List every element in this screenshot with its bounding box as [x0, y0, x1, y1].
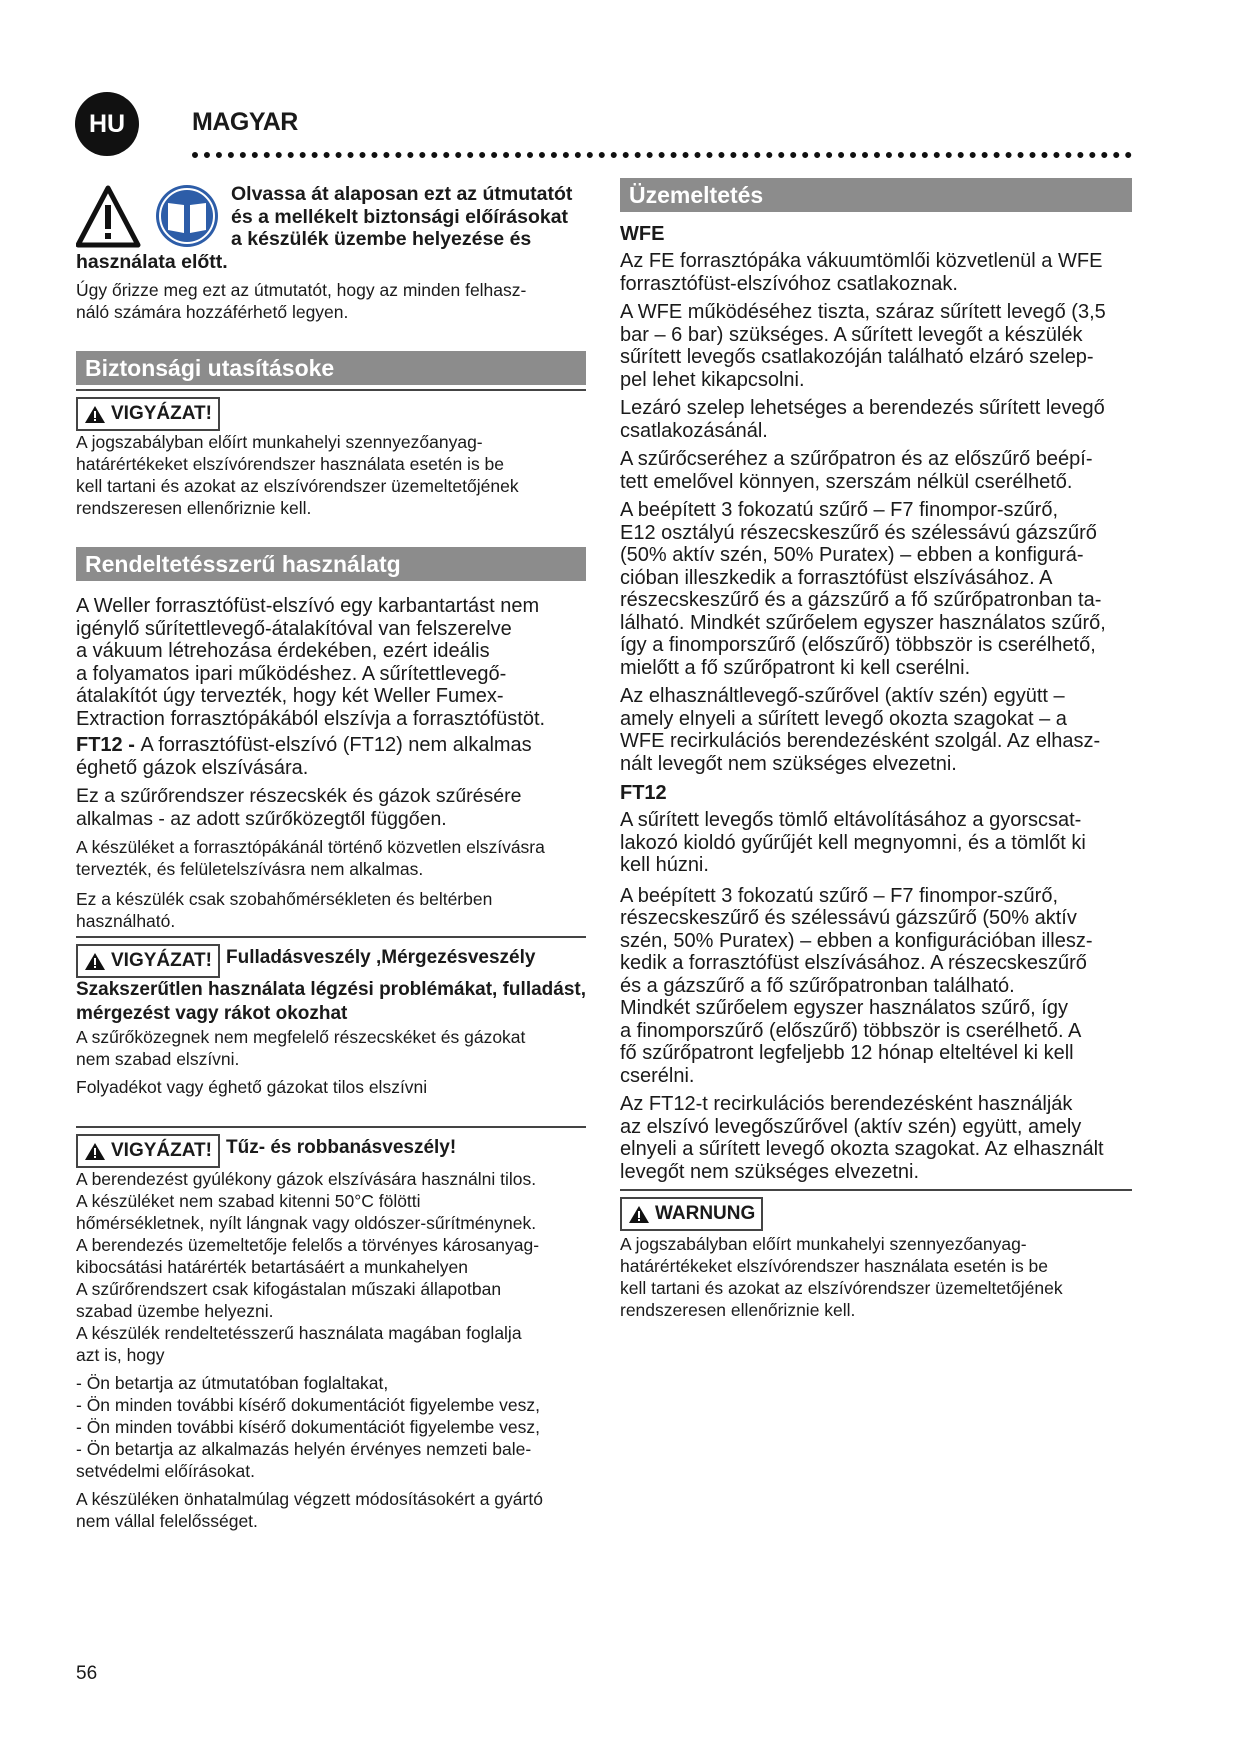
ft12-note	[76, 734, 586, 757]
operation-text: WFE recirkulációs berendezésként szolgál. Az elhasz-	[620, 730, 1101, 752]
operation-text: cióban illeszkedik a forrasztófüst elszívásához. A	[620, 566, 1053, 589]
operation-text: és a gázszűrő a fő szűrőpatronban található.	[620, 974, 1015, 997]
operation-text: bar – 6 bar) szükséges. A sűrített levegőt a készülék	[620, 323, 1083, 346]
intended-use-text: A Weller forrasztófüst-elszívó egy karbantartást nem	[76, 595, 540, 617]
warning-label-box	[76, 397, 220, 431]
warning-icon	[84, 952, 106, 971]
operation-text: A WFE működéséhez tiszta, száraz sűrített levegő (3,5	[620, 301, 1106, 323]
warning-text: szabad üzembe helyezni.	[76, 1301, 274, 1321]
operation-warning-row	[620, 1189, 1132, 1229]
operation-text: lakozó kioldó gyűrűjét kell megnyomni, és a tömlőt ki	[620, 831, 1086, 854]
bullet-item: - Ön minden további kísérő dokumentációt figyelembe vesz,	[76, 1417, 540, 1437]
operation-text: fő szűrőpatront legfeljebb 12 hónap elteltével ki kell	[620, 1042, 1074, 1064]
subsection-title-ft12: FT12	[620, 782, 667, 804]
warning-label: WARNUNG	[655, 1203, 756, 1224]
warning-hazard-title: Fulladásveszély ,Mérgezésveszély	[226, 947, 536, 968]
intro-note: Úgy őrizze meg ezt az útmutatót, hogy az minden felhasz-	[76, 280, 527, 300]
warning-text: azt is, hogy	[76, 1345, 165, 1365]
ft12-text: éghető gázok elszívására.	[76, 756, 309, 779]
operation-text: csatlakozásánál.	[620, 419, 768, 442]
warning-text: kibocsátási határérték betartásáért a munkahelyen	[76, 1257, 469, 1277]
bullet-item: setvédelmi előírásokat.	[76, 1461, 255, 1481]
operation-text: amely elnyeli a sűrített levegő okozta szagokat – a	[620, 707, 1067, 730]
warning-text: A berendezést gyúlékony gázok elszívására használni tilos.	[76, 1169, 537, 1189]
intended-use-text: a vákuum létrehozása érdekében, ezért ideális	[76, 640, 490, 662]
warning-bold-text: Szakszerűtlen használata légzési problémákat, fulladást,	[76, 979, 587, 1000]
operation-text: Mindkét szűrőelem egyszer használatos szűrő, így	[620, 997, 1068, 1019]
warning-label: VIGYÁZAT!	[111, 403, 212, 424]
operation-text: kell húzni.	[620, 854, 709, 876]
intro-note: náló számára hozzáférhető legyen.	[76, 302, 349, 322]
warning-text: A szűrőközegnek nem megfelelő részecskéket és gázokat	[76, 1027, 526, 1047]
safety-text: A jogszabályban előírt munkahelyi szennyezőanyag-	[76, 432, 483, 452]
warning-icon	[84, 405, 106, 424]
intended-use-text: alkalmas - az adott szűrőközegtől függően.	[76, 807, 447, 830]
warning-text: rendszeresen ellenőriznie kell.	[620, 1300, 856, 1320]
intro-bold-line: Olvassa át alaposan ezt az útmutatót	[231, 183, 573, 205]
operation-text: szén, 50% Puratex) – ebben a konfigurációban illesz-	[620, 929, 1093, 952]
bullet-item: - Ön minden további kísérő dokumentációt figyelembe vesz,	[76, 1395, 540, 1415]
bullet-item: - Ön betartja az útmutatóban foglaltakat,	[76, 1373, 389, 1393]
operation-text: (50% aktív szén, 50% Puratex) – ebben a konfigurá-	[620, 544, 1084, 566]
warning-icon	[84, 1142, 106, 1161]
operation-text: Az elhasználtlevegő-szűrővel (aktív szén) együtt –	[620, 685, 1065, 707]
intended-use-text: használható.	[76, 911, 176, 931]
safety-text: határértékeket elszívórendszer használata esetén is be	[76, 454, 505, 474]
fire-warning-row	[76, 1126, 586, 1166]
read-manual-icon	[156, 185, 218, 247]
warning-text: hőmérsékletnek, nyílt lángnak vagy oldószer-sűrítménynek.	[76, 1213, 537, 1233]
operation-text: A beépített 3 fokozatú szűrő – F7 finompor-szűrő,	[620, 499, 1059, 521]
operation-text: tett emelővel könnyen, szerszám nélkül cserélhető.	[620, 470, 1073, 493]
operation-text: E12 osztályú részecskeszűrő és szélessávú gázszűrő	[620, 521, 1097, 544]
warning-text: A készüléket nem szabad kitenni 50°C fölötti	[76, 1191, 421, 1211]
disclaimer-text: A készüléken önhatalmúlag végzett módosításokért a gyártó	[76, 1489, 543, 1509]
page-number: 56	[76, 1663, 98, 1684]
warning-label-box	[76, 1134, 220, 1168]
section-title-intended-use: Rendeltetésszerű használatg	[76, 547, 586, 581]
warning-text: kell tartani és azokat az elszívórendszer üzemeltetőjének	[620, 1278, 1063, 1298]
disclaimer-text: nem vállal felelősséget.	[76, 1511, 258, 1531]
intro-bold-line: és a mellékelt biztonsági előírásokat	[231, 205, 569, 228]
operation-text: mielőtt a fő szűrőpatront ki kell cserélni.	[620, 656, 971, 679]
intended-use-text: tervezték, és felületelszívásra nem alkalmas.	[76, 859, 424, 879]
right-column	[620, 178, 1132, 1321]
language-title: MAGYAR	[192, 108, 298, 136]
ft12-text: A forrasztófüst-elszívó (FT12) nem alkalmas	[140, 734, 532, 756]
warning-hazard-title: Tűz- és robbanásveszély!	[226, 1137, 457, 1158]
bullet-item: - Ön betartja az alkalmazás helyén érvényes nemzeti bale-	[76, 1439, 532, 1459]
intended-use-text: A készüléket a forrasztópákánál történő közvetlen elszívásra	[76, 837, 545, 857]
intended-use-text: a folyamatos ipari működéshez. A sűrítettlevegő-	[76, 662, 507, 685]
operation-text: a finomporszűrő (előszűrő) többször is cserélhető. A	[620, 1019, 1082, 1042]
operation-text: A beépített 3 fokozatú szűrő – F7 finompor-szűrő,	[620, 884, 1059, 907]
operation-text: kedik a forrasztófüst elszívásához. A részecskeszűrő	[620, 952, 1087, 974]
warning-label-box	[620, 1197, 763, 1231]
warning-icon	[628, 1205, 650, 1224]
operation-text: A szűrőcseréhez a szűrőpatron és az előszűrő beépí-	[620, 448, 1093, 470]
safety-text: kell tartani és azokat az elszívórendszer üzemeltetőjének	[76, 476, 519, 496]
operation-text: Lezáró szelep lehetséges a berendezés sűrített levegő	[620, 397, 1105, 419]
operation-text: nált levegőt nem szükséges elvezetni.	[620, 752, 957, 775]
intro-bold-line: a készülék üzembe helyezése és	[231, 228, 532, 250]
operation-text: így a finomporszűrő (előszűrő) többször is cserélhető,	[620, 634, 1096, 656]
ft12-prefix: FT12 -	[76, 734, 141, 756]
warning-text: határértékeket elszívórendszer használata esetén is be	[620, 1256, 1049, 1276]
operation-text: részecskeszűrő és szélessávú gázszűrő (50% aktív	[620, 907, 1077, 929]
operation-text: cserélni.	[620, 1064, 695, 1087]
warning-bold-text: mérgezést vagy rákot okozhat	[76, 1003, 348, 1024]
dotted-divider	[192, 144, 1132, 158]
warning-and-manual-icons	[76, 183, 228, 253]
warning-text: A berendezés üzemeltetője felelős a törvényes károsanyag-	[76, 1235, 540, 1255]
operation-text: A sűrített levegős tömlő eltávolításához a gyorscsat-	[620, 809, 1082, 831]
operation-text: elnyeli a sűrített levegő okozta szagokat. Az elhasznált	[620, 1138, 1104, 1160]
intended-use-text: igénylő sűrítettlevegő-átalakítóval van felszerelve	[76, 617, 512, 640]
operation-text: pel lehet kikapcsolni.	[620, 368, 805, 391]
warning-triangle-icon	[78, 188, 138, 245]
left-column	[76, 183, 586, 1532]
operation-text: forrasztófüst-elszívóhoz csatlakoznak.	[620, 272, 958, 295]
operation-text: részecskeszűrő és a gázszűrő a fő szűrőpatronban ta-	[620, 589, 1102, 611]
warning-text: nem szabad elszívni.	[76, 1049, 240, 1069]
operation-text: Az FT12-t recirkulációs berendezésként használják	[620, 1093, 1073, 1115]
operation-text: Az FE forrasztópáka vákuumtömlői közvetlenül a WFE	[620, 250, 1103, 272]
warning-text: A szűrőrendszert csak kifogástalan műszaki állapotban	[76, 1279, 502, 1299]
section-title-operation: Üzemeltetés	[620, 178, 1132, 212]
operation-text: lálható. Mindkét szűrőelem egyszer használatos szűrő,	[620, 611, 1106, 634]
intro-bold-line: használata előtt.	[76, 250, 228, 273]
operation-text: sűrített levegős csatlakozóján található elzáró szelep-	[620, 346, 1094, 368]
intro-block	[76, 183, 586, 323]
intended-use-text: Ez a készülék csak szobahőmérsékleten és beltérben	[76, 889, 493, 909]
intended-use-text: Ez a szűrőrendszer részecskék és gázok szűrésére	[76, 785, 522, 807]
warning-text: A készülék rendeltetésszerű használata magában foglalja	[76, 1323, 522, 1343]
asphyxiation-warning-row	[76, 936, 586, 976]
section-title-safety: Biztonsági utasításoke	[76, 351, 586, 385]
intended-use-text: átalakítót úgy tervezték, hogy két Weller Fumex-	[76, 685, 504, 707]
safety-warning-row	[76, 389, 586, 429]
subsection-title-wfe: WFE	[620, 223, 665, 245]
warning-label-box	[76, 944, 220, 978]
language-badge: HU	[75, 92, 139, 156]
warning-label: VIGYÁZAT!	[111, 1140, 212, 1161]
intended-use-text: Extraction forrasztópákából elszívja a forrasztófüstöt.	[76, 707, 546, 730]
safety-text: rendszeresen ellenőriznie kell.	[76, 498, 312, 518]
warning-text: A jogszabályban előírt munkahelyi szennyezőanyag-	[620, 1234, 1027, 1254]
operation-text: az elszívó levegőszűrővel (aktív szén) együtt, amely	[620, 1115, 1082, 1138]
operation-text: levegőt nem szükséges elvezetni.	[620, 1160, 920, 1183]
warning-label: VIGYÁZAT!	[111, 950, 212, 971]
warning-text: Folyadékot vagy éghető gázokat tilos elszívni	[76, 1077, 428, 1097]
